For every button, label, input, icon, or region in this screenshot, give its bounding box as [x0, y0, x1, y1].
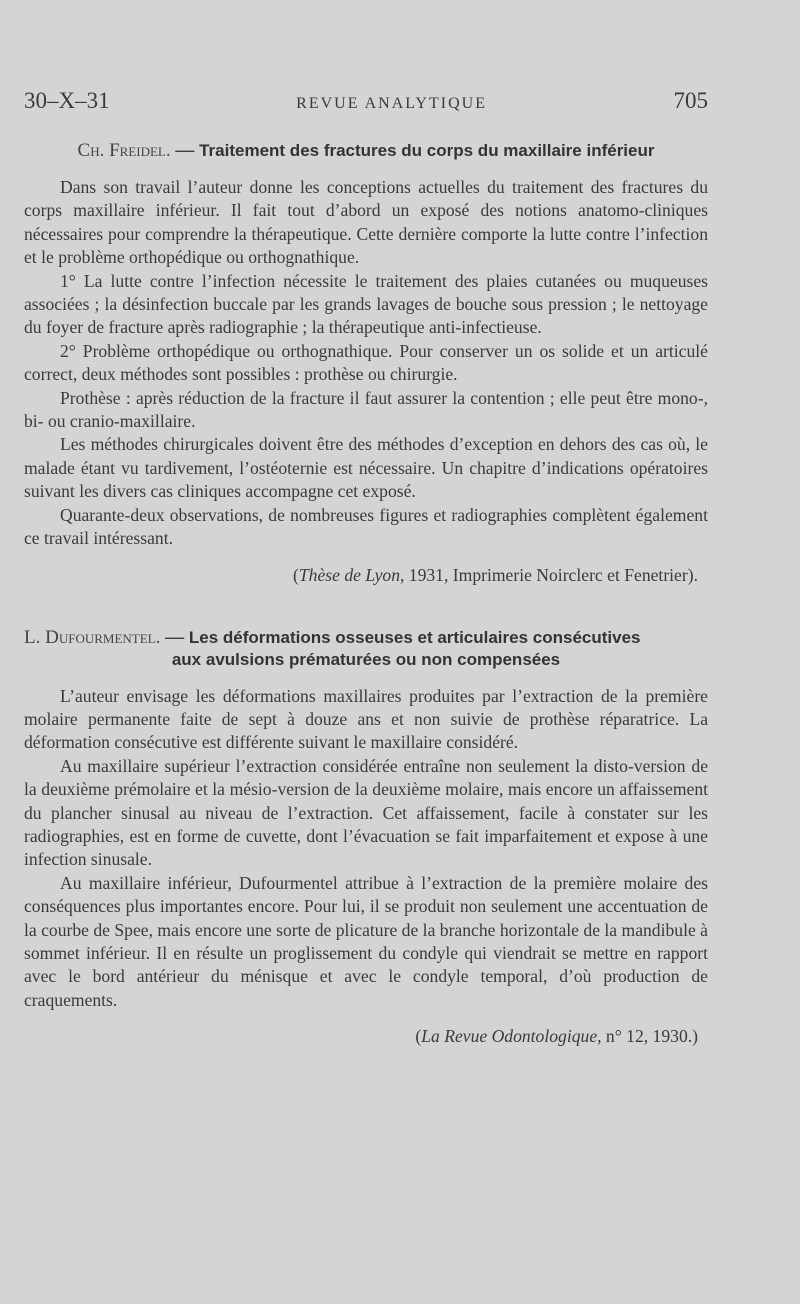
article-source: (Thèse de Lyon, 1931, Imprimerie Noirclerc et Fenetrier). — [293, 564, 698, 585]
article-title: L. Dufourmentel. — Les déformations osseuses et articulaires consécutives aux avulsions prématurées ou non compensées — [24, 627, 708, 671]
paragraph: L’auteur envisage les déformations maxillaires produites par l’extraction de la première molaire permanente faite de sept à douze ans et non suivie de prothèse réparatrice. La déformation consécutive est différente suivant le maxillaire considéré. — [24, 685, 708, 753]
source-details: n° 12, 1930.) — [601, 1026, 698, 1047]
page-number: 705 — [673, 88, 708, 113]
header-date: 30–X–31 — [24, 88, 110, 113]
paragraph: Dans son travail l’auteur donne les conceptions actuelles du traitement des fractures du corps maxillaire inférieur. Il fait tout d’abord un exposé des notions anatomo-cliniques nécessaires pour comprendre la thérapeutique. Cette dernière comporte la lutte contre l’infection et le problème orthopédique ou orthognathique. — [24, 177, 708, 268]
paragraph: 2° Problème orthopédique ou orthognathique. Pour conserver un os solide et un articulé correct, deux méthodes sont possibles : prothèse ou chirurgie. — [24, 340, 708, 385]
source-title: La Revue Odontologique, — [421, 1026, 602, 1047]
article-freidel — [24, 140, 708, 587]
running-head — [24, 88, 708, 114]
section-gap — [24, 587, 708, 627]
article-author: Ch. Freidel. — [77, 140, 171, 161]
paragraph: Les méthodes chirurgicales doivent être des méthodes d’exception en dehors des cas où, le malade étant vu tardivement, l’ostéoternie est nécessaire. Un chapitre d’indications opératoires suivant les divers cas cliniques accompagne cet exposé. — [24, 434, 708, 502]
article-author: L. Dufourmentel. — [24, 626, 161, 648]
paragraph: Au maxillaire inférieur, Dufourmentel attribue à l’extraction de la première molaire des conséquences plus importantes encore. Pour lui, il se produit non seulement une accentuation de la courbe de Spee, mais encore une sorte de plicature de la branche horizontale de la mandibule à sommet inférieur. Il en résulte un proglissement du condyle qui viendrait se mettre en rapport avec le bord antérieur du ménisque et avec le condyle temporal, d’où production de craquements. — [24, 872, 708, 1010]
article-heading-line2: aux avulsions prématurées ou non compensées — [171, 649, 561, 669]
article-title: Ch. Freidel. — Traitement des fractures du corps du maxillaire inférieur — [77, 140, 655, 161]
journal-title: REVUE ANALYTIQUE — [296, 95, 487, 112]
article-source: (La Revue Odontologique, n° 12, 1930.) — [415, 1026, 698, 1047]
paragraph: Quarante-deux observations, de nombreuses figures et radiographies complètent également ce travail intéressant. — [24, 504, 708, 549]
paragraph: Prothèse : après réduction de la fracture il faut assurer la contention ; elle peut être mono-, bi- ou cranio-maxillaire. — [24, 387, 708, 432]
article-dufourmentel — [24, 627, 708, 1049]
paragraph: 1° La lutte contre l’infection nécessite le traitement des plaies cutanées ou muqueuses associées ; la désinfection buccale par les grands lavages de bouche sous pression ; le nettoyage du foyer de fracture après radiographie ; la thérapeutique anti-infectieuse. — [24, 270, 708, 338]
article-heading: Traitement des fractures du corps du maxillaire inférieur — [199, 141, 655, 160]
article-heading-line1: Les déformations osseuses et articulaires consécutives — [188, 627, 641, 647]
paragraph: Au maxillaire supérieur l’extraction considérée entraîne non seulement la disto-version de la deuxième prémolaire et la mésio-version de la deuxième molaire, mais encore un affaissement du plancher sinusal au niveau de l’extraction. Cet affaissement, facile à constater sur les radiographies, est en forme de cuvette, dont l’évacuation se fait imparfaitement et expose à une infection sinusale. — [24, 755, 708, 870]
source-title: Thèse de Lyon, — [298, 564, 405, 585]
source-details: 1931, Imprimerie Noirclerc et Fenetrier). — [404, 564, 698, 585]
